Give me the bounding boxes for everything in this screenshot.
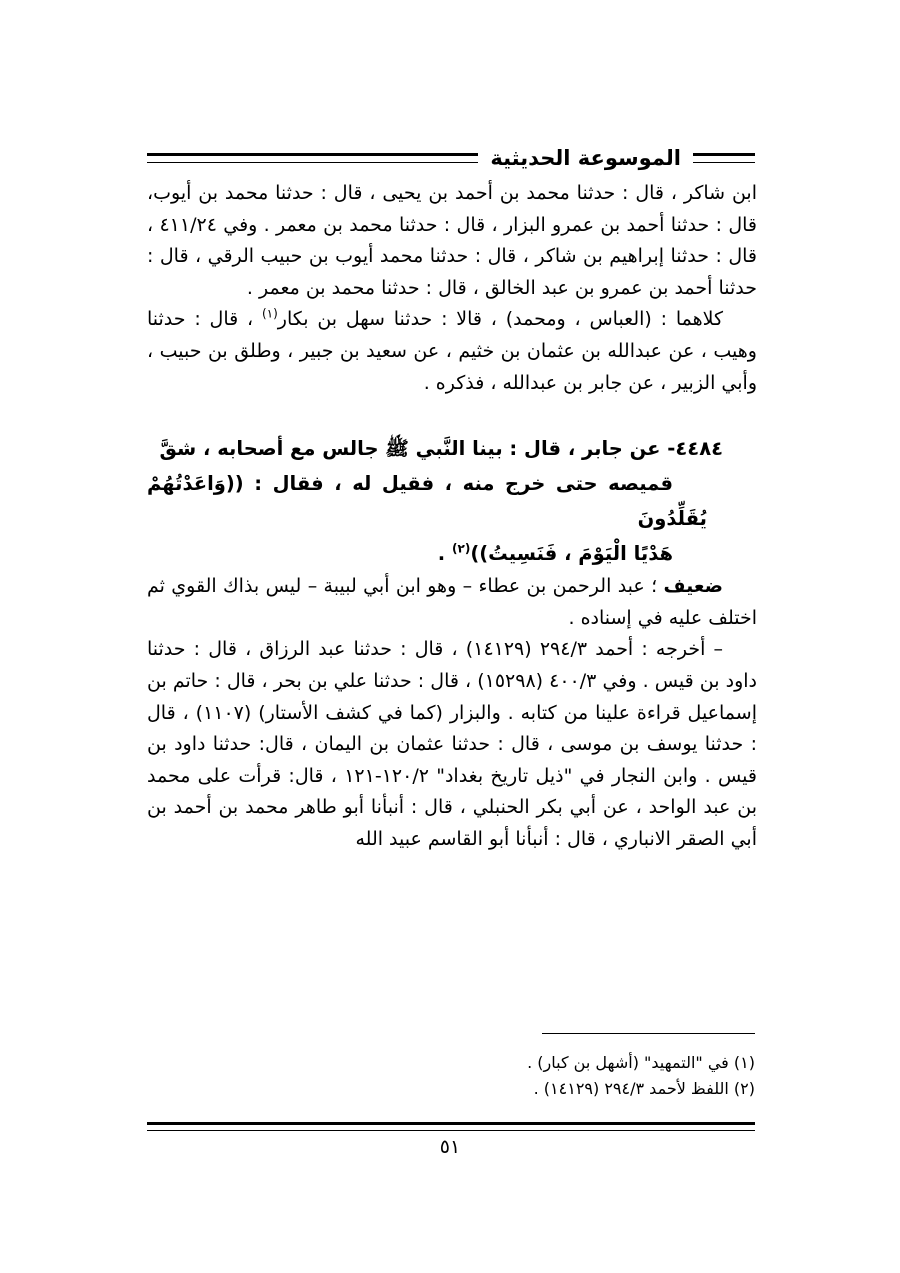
hadith-line-3-wrap xyxy=(147,536,757,571)
header-rule-right xyxy=(693,153,755,163)
footnote-ref-1: (١) xyxy=(261,307,278,322)
page-number: ٥١ xyxy=(439,1136,461,1158)
header-title: الموسوعة الحديثية xyxy=(490,146,681,170)
hadith-end: . xyxy=(437,542,446,566)
grading-label: ضعيف xyxy=(663,575,723,598)
footnote-2: (٢) اللفظ لأحمد ٢٩٤/٣ (١٤١٢٩) . xyxy=(533,1079,755,1098)
footer-rule xyxy=(147,1122,755,1131)
isnad-paragraph-2-part-b: ، قال : حدثنا وهيب ، عن عبدالله بن عثمان بن خثيم ، عن سعيد بن جبير ، وطلق بن حبيب ، وأبي الزبير ، عن جابر بن عبدالله ، فذكره . xyxy=(147,308,757,394)
hadith-line-2: قميصه حتى خرج منه ، فقيل له ، فقال : ((وَاعَدْتُهُمْ يُقَلِّدُونَ xyxy=(147,472,707,531)
running-header xyxy=(147,138,755,178)
grading-text: ؛ عبد الرحمن بن عطاء – وهو ابن أبي لبيبة – ليس بذاك القوي ثم اختلف عليه في إسناده . xyxy=(147,575,757,629)
header-rule-left xyxy=(147,153,478,163)
footnote-1: (١) في "التمهيد" (أشهل بن كبار) . xyxy=(527,1053,755,1072)
isnad-paragraph-2 xyxy=(147,304,757,399)
footnote-ref-2: (٢) xyxy=(452,541,471,556)
hadith-line-3: هَدْيًا الْيَوْمَ ، فَنَسِيتُ)) xyxy=(470,542,673,566)
hadith-line-1: ٤٤٨٤- عن جابر ، قال : بينا النَّبي ﷺ جالس مع أصحابه ، شقَّ xyxy=(159,437,723,461)
takhrij-paragraph: – أخرجه : أحمد ٢٩٤/٣ (١٤١٢٩) ، قال : حدثنا عبد الرزاق ، قال : حدثنا داود بن قيس . وفي ٤٠٠/٣ (١٥٢٩٨) ، قال : حدثنا علي بن بحر ، قال : حاتم بن إسماعيل قراءة علينا من كتابه . والبزار (كما في كشف الأستار) (١١٠٧) ، قال : حدثنا يوسف بن موسى ، قال : حدثنا عثمان بن اليمان ، قال: حدثنا داود بن قيس . وابن النجار في "ذيل تاريخ بغداد" ١٢٠/٢-١٢١ ، قال: قرأت على محمد بن عبد الواحد ، عن أبي بكر الحنبلي ، قال : أنبأنا أبو طاهر محمد بن أحمد بن أبي الصقر الانباري ، قال : أنبأنا أبو القاسم عبيد الله xyxy=(147,638,758,850)
footnotes xyxy=(147,1050,755,1102)
hadith-text xyxy=(147,431,757,571)
main-text xyxy=(147,178,757,856)
footnote-separator xyxy=(542,1033,755,1034)
isnad-paragraph-1: ابن شاكر ، قال : حدثنا محمد بن أحمد بن يحيى ، قال : حدثنا محمد بن أيوب، قال : حدثنا أحمد بن عمرو البزار ، قال : حدثنا محمد بن معمر . وفي ٤١١/٢٤ ، قال : حدثنا إبراهيم بن شاكر ، قال : حدثنا محمد أيوب بن حبيب الرقي ، قال : حدثنا أحمد بن عمرو بن عبد الخالق ، قال : حدثنا محمد بن معمر . xyxy=(147,182,758,299)
grading-paragraph xyxy=(147,571,757,634)
isnad-paragraph-2-part-a: كلاهما : (العباس ، ومحمد) ، قالا : حدثنا سهل بن بكار xyxy=(277,308,724,331)
